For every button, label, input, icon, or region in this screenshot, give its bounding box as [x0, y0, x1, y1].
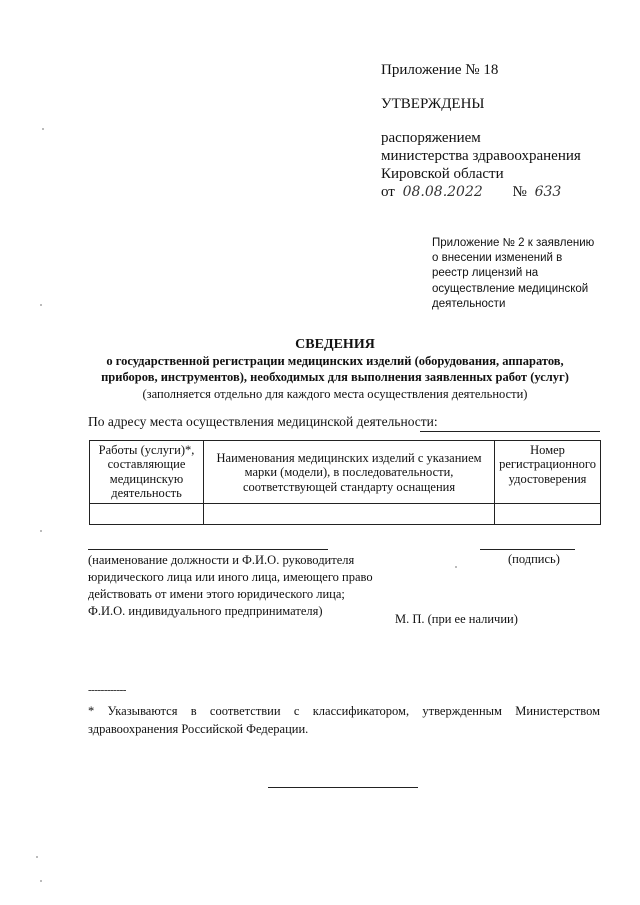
number-prefix: № — [512, 184, 527, 200]
document-title — [70, 337, 600, 402]
bottom-line — [268, 787, 418, 788]
footnote-text: * Указываются в соответствии с классификатором, утвержденным Министерством здравоохранения Российской Федерации. — [88, 704, 600, 737]
scan-speck — [455, 566, 457, 568]
sub-appendix-line-2: о внесении изменений в — [432, 252, 563, 265]
signature-label: (подпись) — [508, 552, 560, 566]
signature-underline — [480, 549, 575, 550]
name-underline — [88, 549, 328, 550]
title-line-1: о государственной регистрации медицинских изделий (оборудования, аппаратов, — [106, 354, 564, 369]
address-underline — [420, 431, 600, 432]
signatory-line-2: юридического лица или иного лица, имеющего право — [88, 570, 373, 584]
footnote-separator: ------------ — [88, 684, 126, 696]
order-line-1: распоряжением — [381, 130, 481, 146]
header-devices: Наименования медицинских изделий с указанием марки (модели), в последовательности, соответствующей стандарту оснащения — [204, 441, 495, 504]
appendix-number: Приложение № 18 — [381, 62, 499, 78]
handwritten-date: 08.08.2022 — [402, 184, 483, 200]
approved-label: УТВЕРЖДЕНЫ — [381, 96, 485, 112]
sub-appendix-line-5: деятельности — [432, 297, 506, 310]
scan-speck — [42, 128, 44, 130]
sub-appendix — [432, 236, 594, 312]
header-works: Работы (услуги)*, составляющие медицинскую деятельность — [90, 441, 204, 504]
sub-appendix-line-3: реестр лицензий на — [432, 267, 539, 280]
stamp-label: М. П. (при ее наличии) — [395, 612, 518, 626]
handwritten-number: 633 — [534, 184, 562, 200]
address-label: По адресу места осуществления медицинской деятельности: — [88, 414, 438, 429]
table-row — [90, 503, 601, 524]
scan-speck — [40, 304, 42, 306]
devices-table — [89, 440, 601, 525]
order-line-2: министерства здравоохранения — [381, 148, 581, 164]
sub-appendix-line-4: осуществление медицинской — [432, 282, 589, 295]
table-cell[interactable] — [204, 503, 495, 524]
order-line-3: Кировской области — [381, 166, 504, 182]
date-prefix: от — [381, 184, 395, 200]
title-note: (заполняется отдельно для каждого места осуществления деятельности) — [142, 386, 528, 401]
header-registration: Номер регистрационного удостоверения — [495, 441, 601, 504]
signatory-description — [88, 552, 373, 620]
table-header-row — [90, 441, 601, 504]
signatory-line-4: Ф.И.О. индивидуального предпринимателя) — [88, 604, 323, 618]
order-date-row — [381, 184, 601, 201]
sub-appendix-line-1: Приложение № 2 к заявлению — [432, 237, 595, 249]
scan-speck — [36, 856, 38, 858]
signatory-line-1: (наименование должности и Ф.И.О. руководителя — [88, 553, 355, 567]
table-cell[interactable] — [90, 503, 204, 524]
title-heading: СВЕДЕНИЯ — [295, 337, 375, 352]
scan-speck — [40, 880, 42, 882]
title-line-2: приборов, инструментов), необходимых для выполнения заявленных работ (услуг) — [101, 370, 569, 385]
table-cell[interactable] — [495, 503, 601, 524]
scan-speck — [40, 530, 42, 532]
signatory-line-3: действовать от имени этого юридического лица; — [88, 587, 345, 601]
